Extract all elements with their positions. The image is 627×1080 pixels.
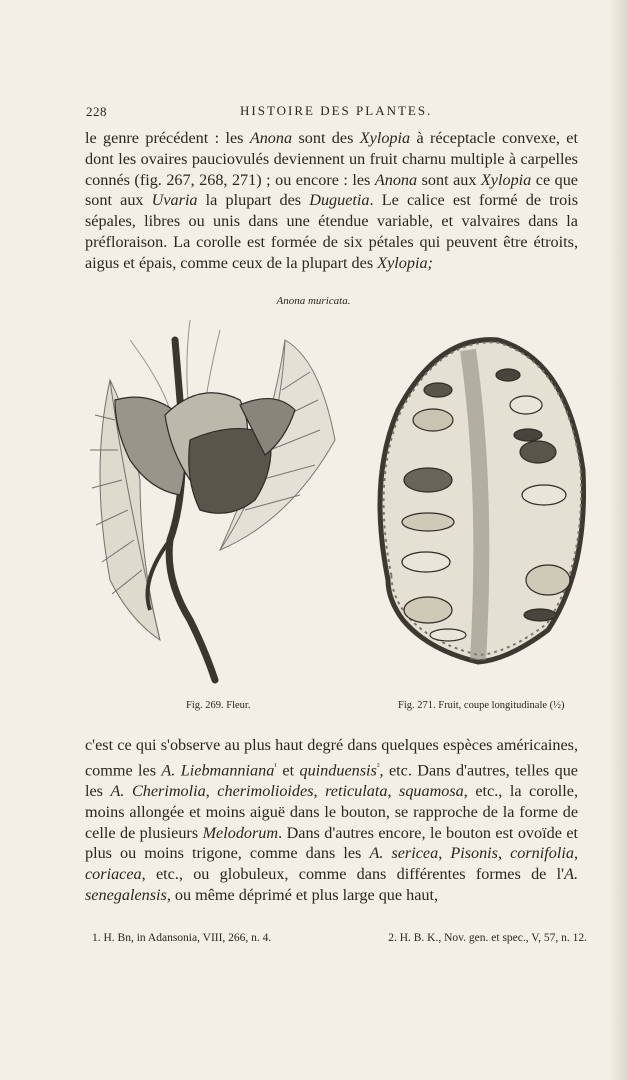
footnote-1: 1. H. Bn, in Adansonia, VIII, 266, n. 4. [92,932,272,944]
figure-species-caption: Anona muricata. [276,295,351,307]
text-run: sont aux [417,170,481,189]
text-run: , [205,781,218,800]
text-run: le genre précédent : les [85,129,250,147]
italic-run: cornifolia [510,844,574,863]
italic-run: reticulata [325,781,388,800]
italic-run: Anona [249,129,293,147]
italic-run: squamosa [399,781,464,800]
italic-run: Melodorum [202,823,279,842]
text-run: , [438,844,451,863]
page-number: 228 [86,104,107,119]
text-run: , ou même déprimé et plus large que haut, [166,885,439,904]
footnote-2: 2. H. B. K., Nov. gen. et spec., V, 57, n. 12. [388,932,587,944]
fruit-section-illustration [368,330,590,670]
footnotes [92,932,587,944]
italic-run: A. Liebmanniana [161,761,275,780]
text-run: et [277,761,300,780]
italic-run: Xylopia; [377,253,433,272]
italic-run: quinduensis [299,761,377,780]
italic-run: Uvaria [151,191,198,210]
text-run: sont des [292,129,360,147]
italic-run: cherimolioides [217,781,314,800]
text-run: la plupart des [197,191,310,210]
flower-illustration [70,320,350,690]
footnote-ref: ² [376,760,380,771]
paragraph-text [85,128,578,274]
text-run: ce que sont aux [85,170,578,210]
figure-269-label: Fig. 269. Fleur. [186,700,251,711]
text-run: , [313,781,326,800]
text-run: , [573,844,579,863]
italic-run: A. Cherimolia [110,781,206,800]
italic-run: Anona [374,170,418,189]
text-run: , etc. Dans d'autres, telles que les [85,761,578,800]
body-paragraph-2 [85,735,578,906]
text-run: . Dans d'autres encore, le bouton est ovoïde et plus ou moins trigone, comme dans les [85,823,579,863]
italic-run: Xylopia [480,170,532,189]
italic-run: A. senegalensis [85,865,578,904]
text-run: , etc., ou globuleux, comme dans différentes formes de l' [141,865,565,884]
running-head: HISTOIRE DES PLANTES. [240,103,433,118]
text-run: , etc., la corolle, moins allongée et moins aiguë dans le bouton, se rapproche de la forme de celle de plusieurs [85,781,579,842]
paragraph-text [85,735,578,906]
italic-run: coriacea [85,865,142,884]
text-run: c'est ce qui s'observe au plus haut degré dans quelques espèces américaines, comme les [85,736,578,780]
page-edge-shadow [609,0,627,1080]
italic-run: A. sericea [369,844,439,863]
figure-271-label: Fig. 271. Fruit, coupe longitudinale (½) [398,700,565,711]
body-paragraph-1 [85,128,578,274]
text-run: , [497,844,511,863]
footnote-ref: ¹ [274,760,277,771]
text-run: . Le calice est formé de trois sépales, libres ou unis dans une étendue variable, et valvaires dans la préfloraison. La corolle est formée de six pétales qui peuvent être étroits, aigus et épais, comme ceux de la plupart des [85,191,578,272]
italic-run: Pisonis [450,844,498,863]
italic-run: Duguetia [309,191,370,210]
italic-run: Xylopia [359,129,411,147]
text-run: à réceptacle convexe, et dont les ovaires pauciovulés deviennent un fruit charnu multiple à carpelles connés (fig. 267, 268, 271) ; ou encore : les [85,129,578,189]
text-run: , [387,781,400,800]
